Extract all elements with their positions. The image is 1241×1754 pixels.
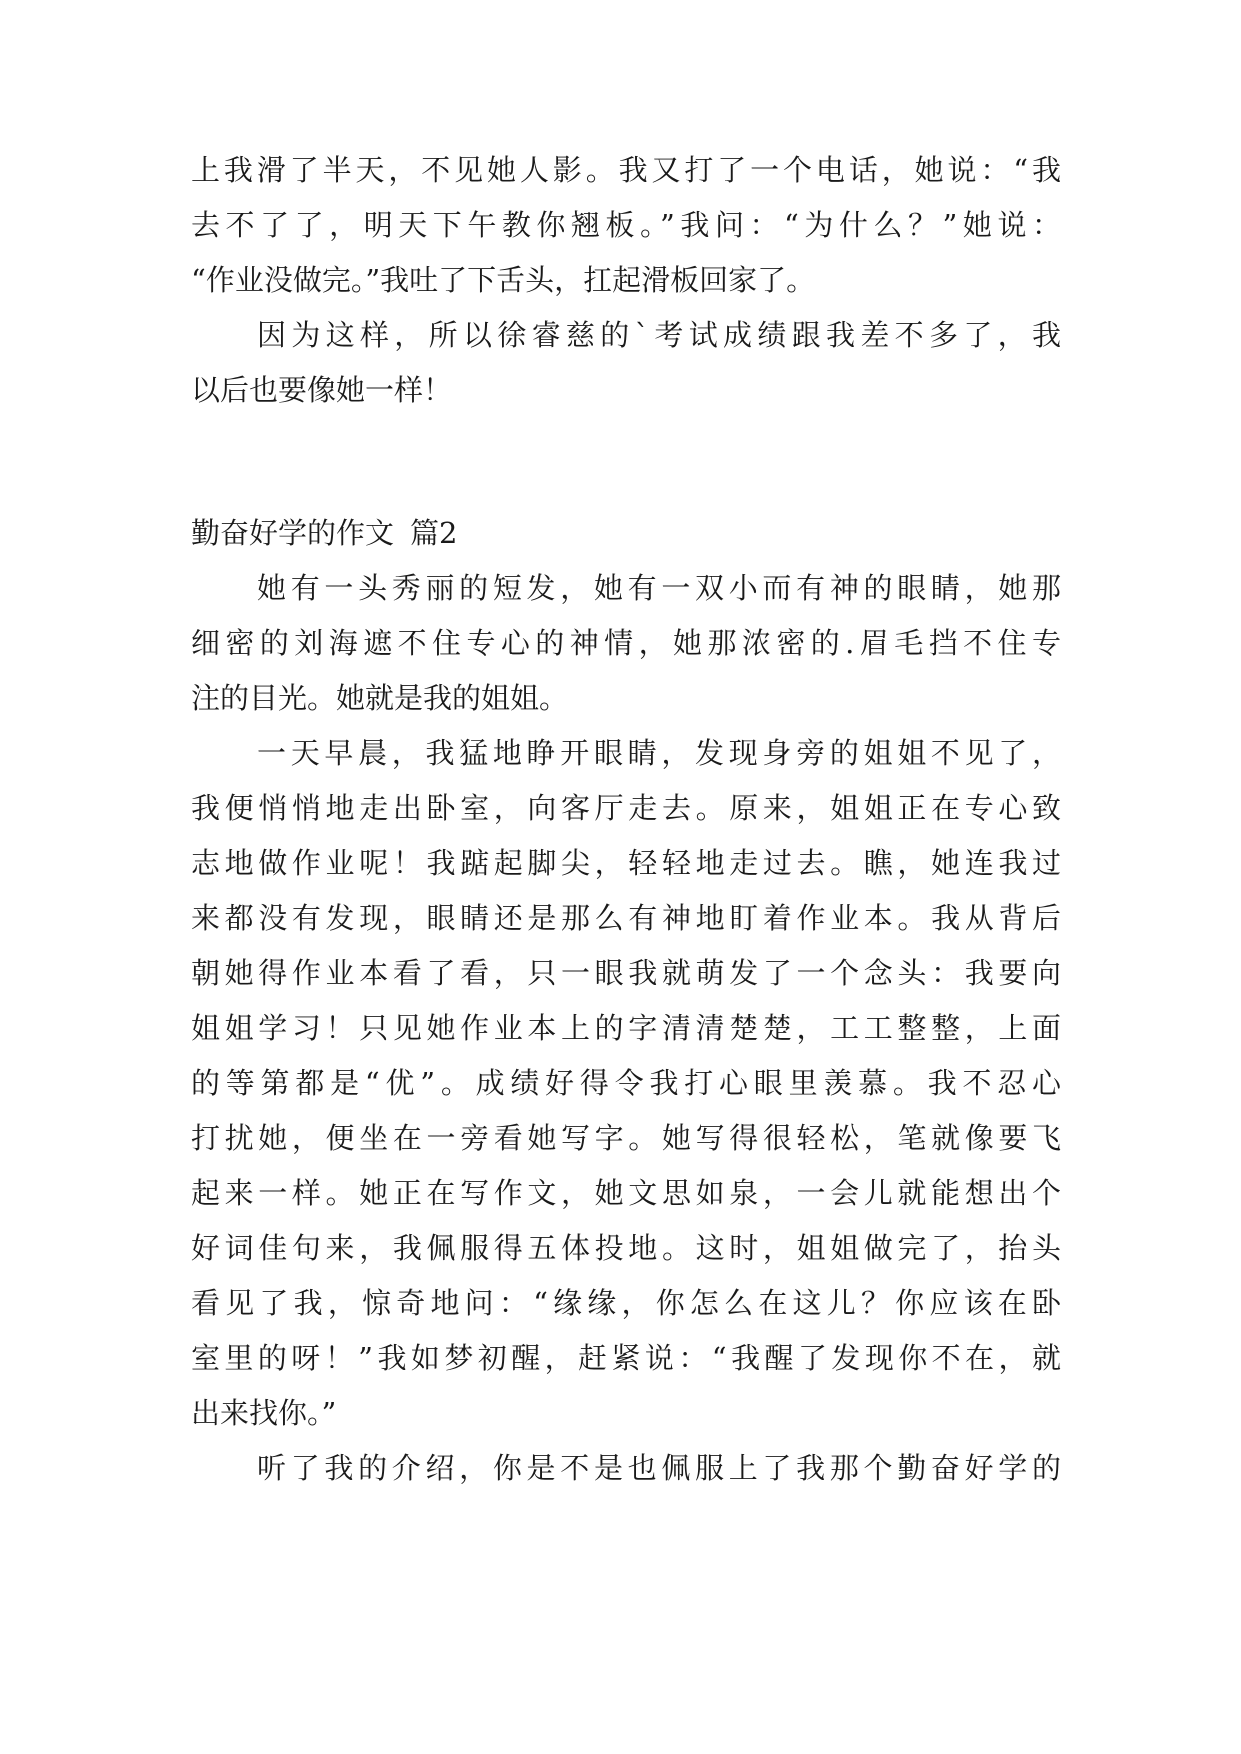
text-line: “作业没做完。”我吐了下舌头，扛起滑板回家了。 [191,263,816,297]
text-line: 一天早晨，我猛地睁开眼睛，发现身旁的姐姐不见了， [257,736,1061,770]
heading-number: 篇2 [410,516,458,550]
text-line: 出来找你。” [191,1396,337,1430]
text-line: 我便悄悄地走出卧室，向客厅走去。原来，姐姐正在专心致 [191,791,1061,825]
text-line: 姐姐学习！只见她作业本上的字清清楚楚，工工整整，上面 [191,1011,1061,1045]
text-line: 以后也要像她一样！ [191,373,453,407]
text-line: 去不了了，明天下午教你翘板。”我问：“为什么？”她说： [191,208,1061,242]
text-line: 注的目光。她就是我的姐姐。 [191,681,569,715]
text-line: 因为这样，所以徐睿慈的`考试成绩跟我差不多了，我 [257,318,1061,352]
text-line: 室里的呀！”我如梦初醒，赶紧说：“我醒了发现你不在，就 [191,1341,1061,1375]
text-line: 细密的刘海遮不住专心的神情，她那浓密的.眉毛挡不住专 [191,626,1061,660]
text-line: 看见了我，惊奇地问：“缘缘，你怎么在这儿？你应该在卧 [191,1286,1061,1320]
heading-title: 勤奋好学的作文 [191,516,395,550]
text-line: 来都没有发现，眼睛还是那么有神地盯着作业本。我从背后 [191,901,1061,935]
text-line: 起来一样。她正在写作文，她文思如泉，一会儿就能想出个 [191,1176,1061,1210]
text-line: 她有一头秀丽的短发，她有一双小而有神的眼睛，她那 [257,571,1061,605]
text-line: 志地做作业呢！我踮起脚尖，轻轻地走过去。瞧，她连我过 [191,846,1061,880]
text-line: 的等第都是“优”。成绩好得令我打心眼里羡慕。我不忍心 [191,1066,1061,1100]
text-line: 上我滑了半天，不见她人影。我又打了一个电话，她说：“我 [191,153,1061,187]
text-line: 听了我的介绍，你是不是也佩服上了我那个勤奋好学的 [257,1451,1061,1485]
text-line: 朝她得作业本看了看，只一眼我就萌发了一个念头：我要向 [191,956,1061,990]
text-line: 打扰她，便坐在一旁看她写字。她写得很轻松，笔就像要飞 [191,1121,1061,1155]
section-heading [191,508,457,558]
text-line: 好词佳句来，我佩服得五体投地。这时，姐姐做完了，抬头 [191,1231,1061,1265]
